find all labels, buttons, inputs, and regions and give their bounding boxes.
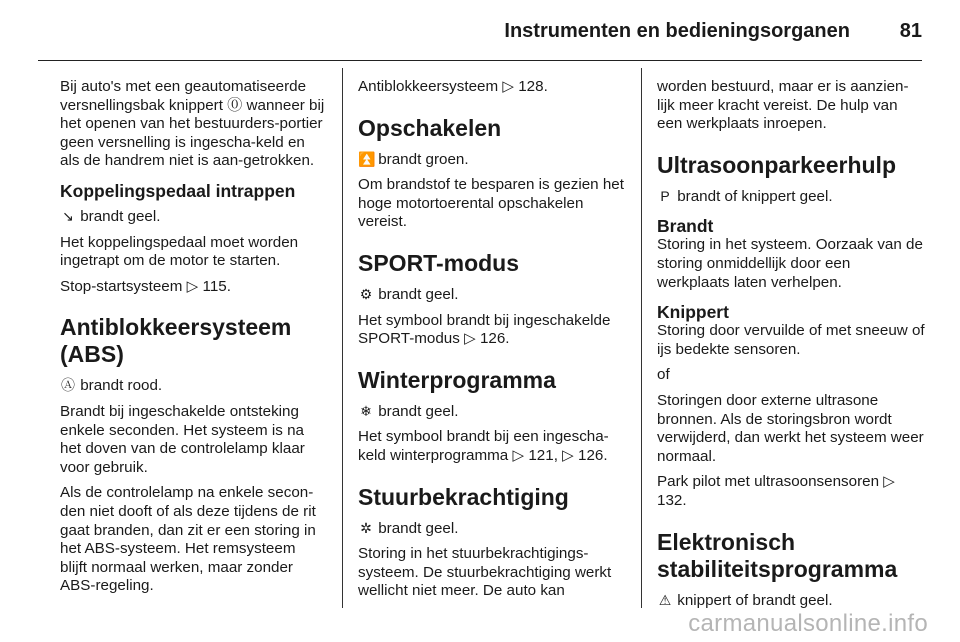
sport-heading: SPORT-modus [358, 249, 520, 276]
column-divider-1 [342, 68, 343, 608]
flash-paragraph-1: Storing door vervuilde of met sneeuw of ijs bedekte sensoren. [657, 322, 925, 358]
clutch-status-text: brandt geel. [80, 207, 161, 225]
parking-heading: Ultrasoonparkeerhulp [657, 151, 896, 178]
sport-status [358, 285, 624, 305]
abs-paragraph-1: Brandt bij ingeschakelde ontsteking enkele seconden. Het systeem is na het doven van de controlelamp klaar voor gebruik. [60, 402, 305, 476]
lit-paragraph: Storing in het systeem. Oorzaak van de storing onmiddellijk door een werkplaats laten verhelpen. [657, 236, 923, 291]
column-divider-2 [641, 68, 642, 608]
upshift-paragraph: Om brandstof te besparen is gezien het hoge motortoerental opschakelen vereist. [358, 176, 624, 231]
abs-reference: Antiblokkeersysteem ▷ 128. [358, 78, 548, 95]
upshift-status-text: brandt groen. [378, 150, 469, 168]
steering-icon: ✲ [360, 519, 372, 536]
abs-paragraph-2: Als de controlelamp na enkele secon-den niet dooft of als deze tijdens de rit gaat branden, dan zit er een storing in het ABS-systeem. Het remsysteem blijft normaal werken, maar zonder ABS-regeling. [60, 484, 316, 595]
clutch-status [60, 207, 326, 227]
parking-sensor-icon: P [660, 187, 670, 204]
esp-status [657, 591, 925, 611]
flash-subheading: Knippert [657, 302, 729, 323]
clutch-heading: Koppelingspedaal intrappen [60, 180, 296, 201]
winter-status-text: brandt geel. [378, 402, 459, 420]
clutch-pedal-icon: ↘ [62, 207, 74, 224]
header-rule [38, 60, 922, 61]
page-header [0, 0, 960, 62]
steering-continued-paragraph: worden bestuurd, maar er is aanzien-lijk meer kracht vereist. De hulp van een werkplaats inroepen. [657, 78, 909, 133]
watermark: carmanualsonline.info [688, 610, 928, 637]
winter-status [358, 402, 624, 422]
page-number: 81 [899, 20, 922, 42]
parking-reference: Park pilot met ultrasoonsensoren ▷ 132. [657, 473, 895, 509]
flash-or: of [657, 366, 670, 384]
clutch-reference: Stop-startsysteem ▷ 115. [60, 277, 231, 295]
column-2 [358, 78, 624, 608]
upshift-icon: ⏫ [358, 150, 376, 167]
lit-subheading: Brandt [657, 216, 714, 237]
sport-paragraph: Het symbool brandt bij ingeschakelde SPORT-modus ▷ 126. [358, 311, 611, 348]
sport-mode-icon: ⚙ [359, 285, 373, 302]
page-title: Instrumenten en bedieningsorganen [504, 20, 850, 42]
abs-status [60, 376, 326, 396]
esp-heading: Elektronisch stabiliteitsprogramma [657, 528, 898, 582]
steering-paragraph: Storing in het stuurbekrachtigings-systeem. De stuurbekrachtiging werkt wellicht niet meer. De auto kan [358, 545, 612, 600]
sport-status-text: brandt geel. [378, 285, 459, 303]
clutch-paragraph: Het koppelingspedaal moet worden ingetrapt om de motor te starten. [60, 233, 299, 270]
upshift-status [358, 150, 624, 170]
snowflake-icon: ❄ [360, 402, 372, 419]
upshift-heading: Opschakelen [358, 114, 502, 141]
parking-status [657, 187, 925, 207]
column-3 [657, 78, 925, 617]
abs-status-text: brandt rood. [80, 377, 163, 395]
winter-paragraph: Het symbool brandt bij een ingescha-keld winterprogramma ▷ 121, ▷ 126. [358, 428, 609, 464]
intro-paragraph: Bij auto's met een geautomatiseerde versnellingsbak knippert ⓪ wanneer bij het openen van het bestuurders-portier geen versnelling is ingescha-keld en als de handrem niet is aan-getrokken. [60, 78, 325, 170]
steering-status-text: brandt geel. [378, 519, 459, 537]
steering-status [358, 519, 624, 539]
flash-paragraph-2: Storingen door externe ultrasone bronnen. Als de storingsbron wordt verwijderd, dan werkt het systeem weer normaal. [657, 391, 924, 465]
parking-status-text: brandt of knippert geel. [677, 187, 833, 205]
esp-status-text: knippert of brandt geel. [677, 591, 833, 609]
esp-icon: ⚠ [658, 591, 672, 608]
column-1 [60, 78, 326, 603]
abs-icon: Ⓐ [61, 377, 75, 394]
abs-heading: Antiblokkeersysteem (ABS) [60, 314, 292, 368]
steering-heading: Stuurbekrachtiging [358, 483, 569, 510]
winter-heading: Winterprogramma [358, 366, 556, 393]
